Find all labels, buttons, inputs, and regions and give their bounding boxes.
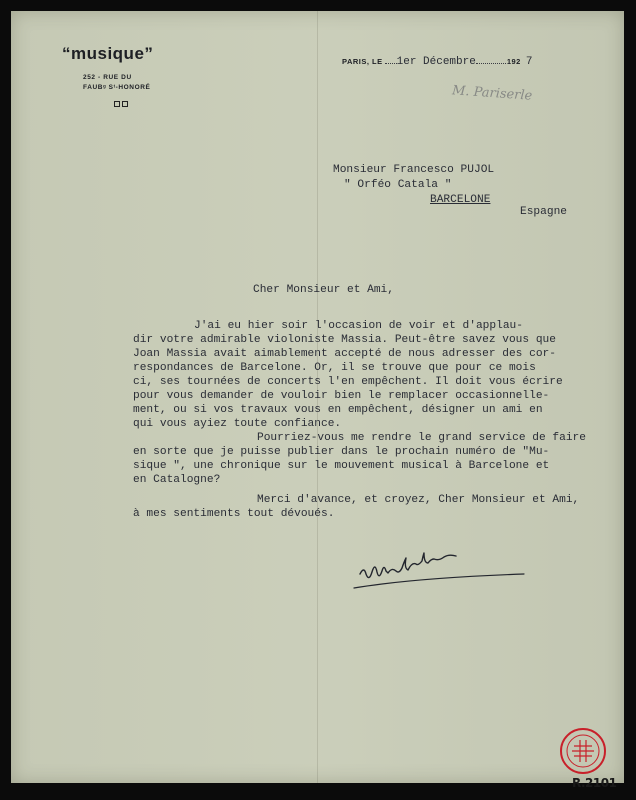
letterhead-ornament: [114, 101, 128, 107]
letterhead-address-line1: 252 - RUE DU: [83, 74, 132, 81]
paragraph-line: Joan Massia avait aimablement accepté de nous adresser des cor-: [133, 348, 556, 360]
date-year-prefix: 192: [506, 57, 521, 66]
dateline: [342, 56, 532, 68]
paragraph-line: Merci d'avance, et croyez, Cher Monsieur et Ami,: [257, 494, 580, 506]
pencil-annotation: M. Pariserle: [451, 83, 533, 104]
paragraph-line: en Catalogne?: [133, 474, 221, 486]
date-day-month: 1er Décembre: [396, 56, 476, 68]
dateline-lead: PARIS, LE: [342, 57, 383, 66]
archive-reference: R.2101: [572, 776, 617, 790]
recipient-city: BARCELONE: [430, 194, 491, 206]
paragraph-line: respondances de Barcelone. Or, il se trouve que pour ce mois: [133, 362, 536, 374]
recipient-organization: " Orféo Catala ": [344, 179, 452, 191]
paragraph-line: en sorte que je puisse publier dans le prochain numéro de "Mu-: [133, 446, 550, 458]
paragraph-line: sique ", une chronique sur le mouvement musical à Barcelone et: [133, 460, 550, 472]
archive-stamp-icon: [558, 726, 608, 776]
dotted-leader: [385, 63, 397, 64]
recipient-name: Monsieur Francesco PUJOL: [333, 164, 495, 176]
date-year-digit: 7: [525, 56, 533, 68]
handwritten-signature: [352, 552, 532, 594]
letterhead-address-line2: FAUBᵍ Sᵗ-HONORÉ: [83, 84, 151, 91]
paragraph-line: J'ai eu hier soir l'occasion de voir et d'applau-: [194, 320, 523, 332]
letterhead-brand: “musique”: [62, 44, 154, 63]
salutation: Cher Monsieur et Ami,: [253, 284, 394, 296]
paragraph-line: à mes sentiments tout dévoués.: [133, 508, 335, 520]
recipient-country: Espagne: [520, 206, 567, 218]
paragraph-line: pour vous demander de vouloir bien le remplacer occasionnelle-: [133, 390, 550, 402]
paragraph-line: qui vous ayiez toute confiance.: [133, 418, 342, 430]
dotted-leader: [476, 63, 506, 64]
paragraph-line: dir votre admirable violoniste Massia. Peut-être savez vous que: [133, 334, 556, 346]
paragraph-line: ci, ses tournées de concerts l'en empêchent. Il doit vous écrire: [133, 376, 563, 388]
paragraph-line: Pourriez-vous me rendre le grand service de faire: [257, 432, 586, 444]
paragraph-line: ment, ou si vos travaux vous en empêchent, désigner un ami en: [133, 404, 543, 416]
